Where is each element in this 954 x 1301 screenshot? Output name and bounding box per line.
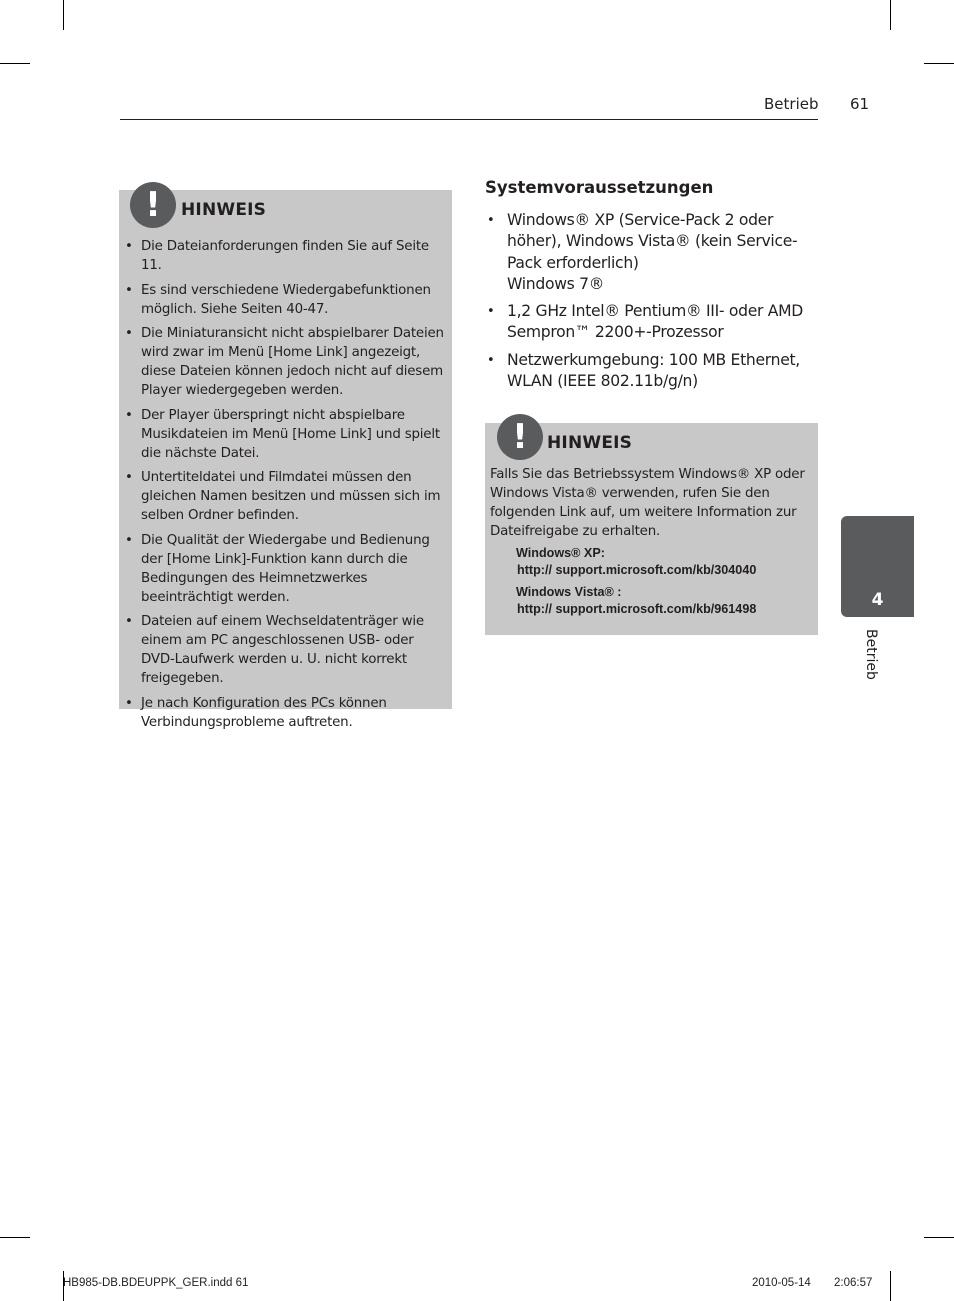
list-item: • Es sind verschiedene Wiedergabefunktionen möglich. Siehe Seiten 40-47.	[125, 281, 447, 319]
section-title: Systemvoraussetzungen	[485, 178, 714, 197]
chapter-tab	[841, 516, 914, 617]
link-label: Windows® XP:	[516, 546, 605, 560]
note-box-right	[485, 417, 818, 635]
exclamation-icon: !	[130, 182, 176, 228]
chapter-label: Betrieb	[863, 629, 879, 680]
list-item: • Untertiteldatei und Filmdatei müssen den gleichen Namen besitzen und müssen sich im selben Ordner befinden.	[125, 468, 447, 525]
requirement-text: Windows 7®	[507, 274, 605, 293]
list-item: • Die Dateianforderungen finden Sie auf Seite 11.	[125, 237, 447, 275]
requirement-text: Windows® XP (Service-Pack 2 oder höher), Windows Vista® (kein Service-Pack erforderlich)	[507, 211, 798, 272]
link-label: Windows Vista® :	[516, 585, 622, 599]
support-link[interactable]: http:// support.microsoft.com/kb/961498	[517, 602, 757, 616]
crop-mark	[0, 63, 30, 64]
page-number: 61	[850, 95, 870, 113]
crop-mark	[890, 1271, 891, 1301]
footer-date: 2010-05-14	[752, 1277, 811, 1289]
requirements-list	[485, 210, 815, 398]
note-title: HINWEIS	[181, 200, 267, 220]
crop-mark	[890, 0, 891, 30]
list-item: • Der Player überspringt nicht abspielbare Musikdateien im Menü [Home Link] und spielt die nächste Datei.	[125, 406, 447, 463]
list-item: • Die Qualität der Wiedergabe und Bedienung der [Home Link]-Funktion kann durch die Bedingungen des Heimnetzwerkes beeinträchtigt werden.	[125, 531, 447, 607]
support-link[interactable]: http:// support.microsoft.com/kb/304040	[517, 563, 757, 577]
footer-time: 2:06:57	[834, 1277, 873, 1289]
list-item	[485, 350, 815, 393]
crop-mark	[924, 63, 954, 64]
crop-mark	[0, 1237, 30, 1238]
list-item: • Dateien auf einem Wechseldatenträger wie einem am PC angeschlossenen USB- oder DVD-Laufwerk werden u. U. nicht korrekt freigegeben.	[125, 612, 447, 688]
requirement-text: Netzwerkumgebung: 100 MB Ethernet, WLAN (IEEE 802.11b/g/n)	[507, 350, 800, 391]
crop-mark	[63, 0, 64, 30]
list-item: • Je nach Konfiguration des PCs können Verbindungsprobleme auftreten.	[125, 694, 447, 732]
note-box-left	[119, 185, 452, 730]
requirement-text: 1,2 GHz Intel® Pentium® III- oder AMD Sempron™ 2200+-Prozessor	[507, 302, 803, 342]
crop-mark	[924, 1237, 954, 1238]
list-item: • Die Miniaturansicht nicht abspielbarer Dateien wird zwar im Menü [Home Link] angezeigt, diese Dateien können jedoch nicht auf diesem Player wiedergegeben werden.	[125, 324, 447, 400]
footer-filename: HB985-DB.BDEUPPK_GER.indd 61	[63, 1277, 249, 1289]
exclamation-icon: !	[497, 414, 543, 460]
running-header-section: Betrieb	[764, 95, 819, 113]
note-text: Falls Sie das Betriebssystem Windows® XP oder Windows Vista® verwenden, rufen Sie den folgenden Link auf, um weitere Information zur Dateifreigabe zu erhalten.	[490, 467, 805, 539]
note-list	[125, 237, 447, 737]
chapter-number: 4	[871, 590, 884, 610]
note-title: HINWEIS	[547, 433, 633, 453]
list-item	[485, 301, 815, 344]
header-rule	[120, 119, 818, 120]
list-item	[485, 210, 815, 295]
